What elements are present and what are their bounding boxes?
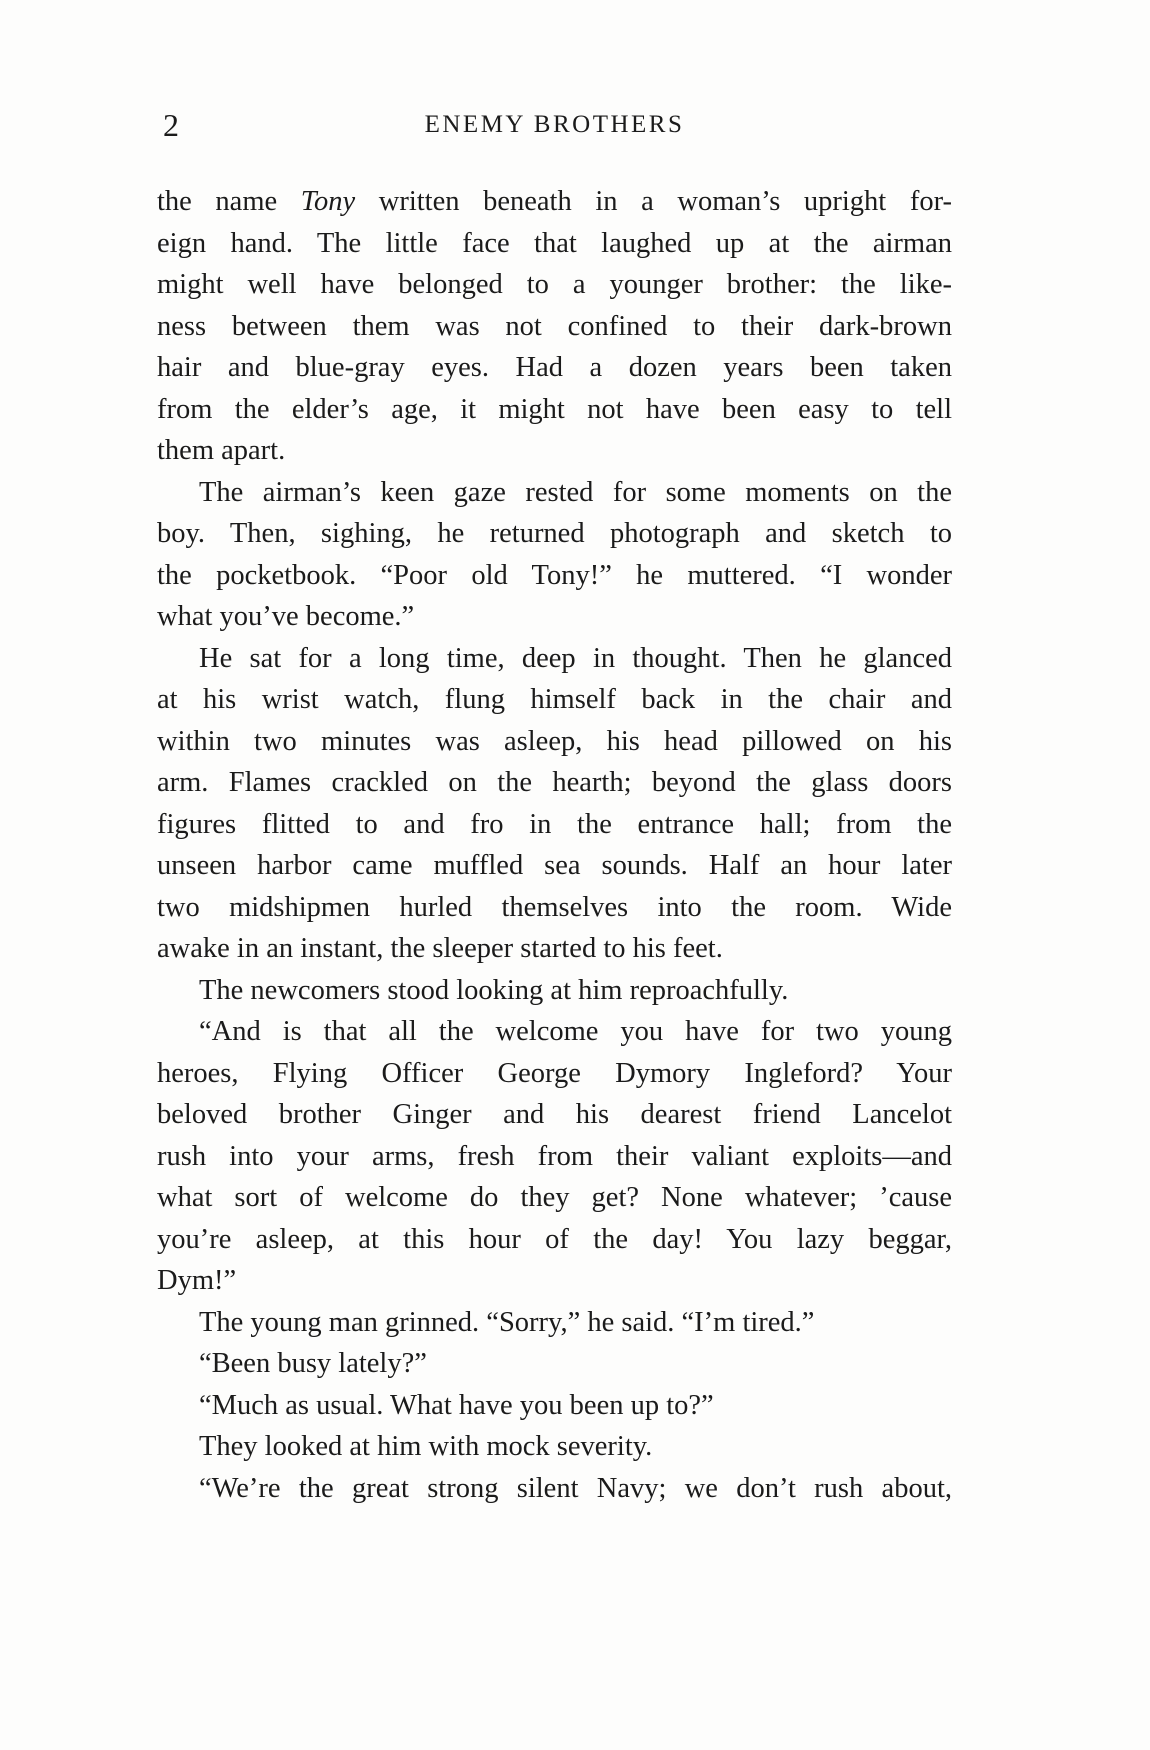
text-line: heroes, Flying Officer George Dymory Ingleford? Your: [157, 1057, 952, 1089]
text-line: arm. Flames crackled on the hearth; beyond the glass doors: [157, 767, 952, 798]
paragraph: [157, 638, 952, 970]
text-line: “Much as usual. What have you been up to?”: [199, 1389, 714, 1421]
paragraph: [157, 1385, 952, 1427]
text-line: the name Tony written beneath in a woman’s upright for-: [157, 186, 952, 217]
text-line: what you’ve become.”: [157, 601, 415, 632]
text-line: awake in an instant, the sleeper started to his feet.: [157, 933, 723, 964]
text-line: figures flitted to and fro in the entrance hall; from the: [157, 808, 952, 840]
text-line: “And is that all the welcome you have for two young: [199, 1016, 952, 1047]
paragraph: [157, 970, 952, 1012]
text-line: The young man grinned. “Sorry,” he said. “I’m tired.”: [199, 1306, 815, 1338]
text-line: “Been busy lately?”: [199, 1348, 427, 1379]
text-line: within two minutes was asleep, his head pillowed on his: [157, 725, 952, 757]
text-line: what sort of welcome do they get? None whatever; ’cause: [157, 1182, 952, 1213]
page-number: 2: [163, 107, 179, 143]
paragraph: [157, 1011, 952, 1302]
text-line: them apart.: [157, 435, 286, 466]
text-line: hair and blue-gray eyes. Had a dozen years been taken: [157, 352, 952, 383]
text-line: from the elder’s age, it might not have been easy to tell: [157, 393, 952, 425]
paragraph: [157, 1343, 952, 1385]
text-block: [157, 181, 952, 1509]
italic-text: Tony: [300, 186, 356, 217]
text-line: ness between them was not confined to their dark-brown: [157, 310, 952, 342]
text-line: The airman’s keen gaze rested for some moments on the: [199, 476, 952, 508]
text-line: you’re asleep, at this hour of the day! You lazy beggar,: [157, 1223, 952, 1255]
text-line: boy. Then, sighing, he returned photograph and sketch to: [157, 518, 952, 549]
paragraph: [157, 472, 952, 638]
paragraph: [157, 1426, 952, 1468]
text-line: two midshipmen hurled themselves into the room. Wide: [157, 891, 952, 923]
page-header: [157, 102, 952, 148]
text-line: unseen harbor came muffled sea sounds. Half an hour later: [157, 850, 952, 881]
paragraph: [157, 181, 952, 472]
running-header: ENEMY BROTHERS: [424, 111, 685, 138]
text-line: at his wrist watch, flung himself back in the chair and: [157, 684, 952, 715]
text-line: the pocketbook. “Poor old Tony!” he muttered. “I wonder: [157, 559, 952, 591]
text-line: eign hand. The little face that laughed up at the airman: [157, 227, 952, 259]
text-line: might well have belonged to a younger brother: the like-: [157, 269, 952, 300]
text-line: He sat for a long time, deep in thought. Then he glanced: [199, 642, 952, 674]
text-line: The newcomers stood looking at him reproachfully.: [199, 974, 789, 1006]
text-line: “We’re the great strong silent Navy; we don’t rush about,: [199, 1472, 952, 1504]
text-line: beloved brother Ginger and his dearest friend Lancelot: [157, 1099, 952, 1130]
text-line: rush into your arms, fresh from their valiant exploits—and: [157, 1140, 952, 1172]
paragraph: [157, 1468, 952, 1510]
text-line: They looked at him with mock severity.: [199, 1431, 653, 1462]
text-line: Dym!”: [157, 1265, 237, 1296]
paragraph: [157, 1302, 952, 1344]
